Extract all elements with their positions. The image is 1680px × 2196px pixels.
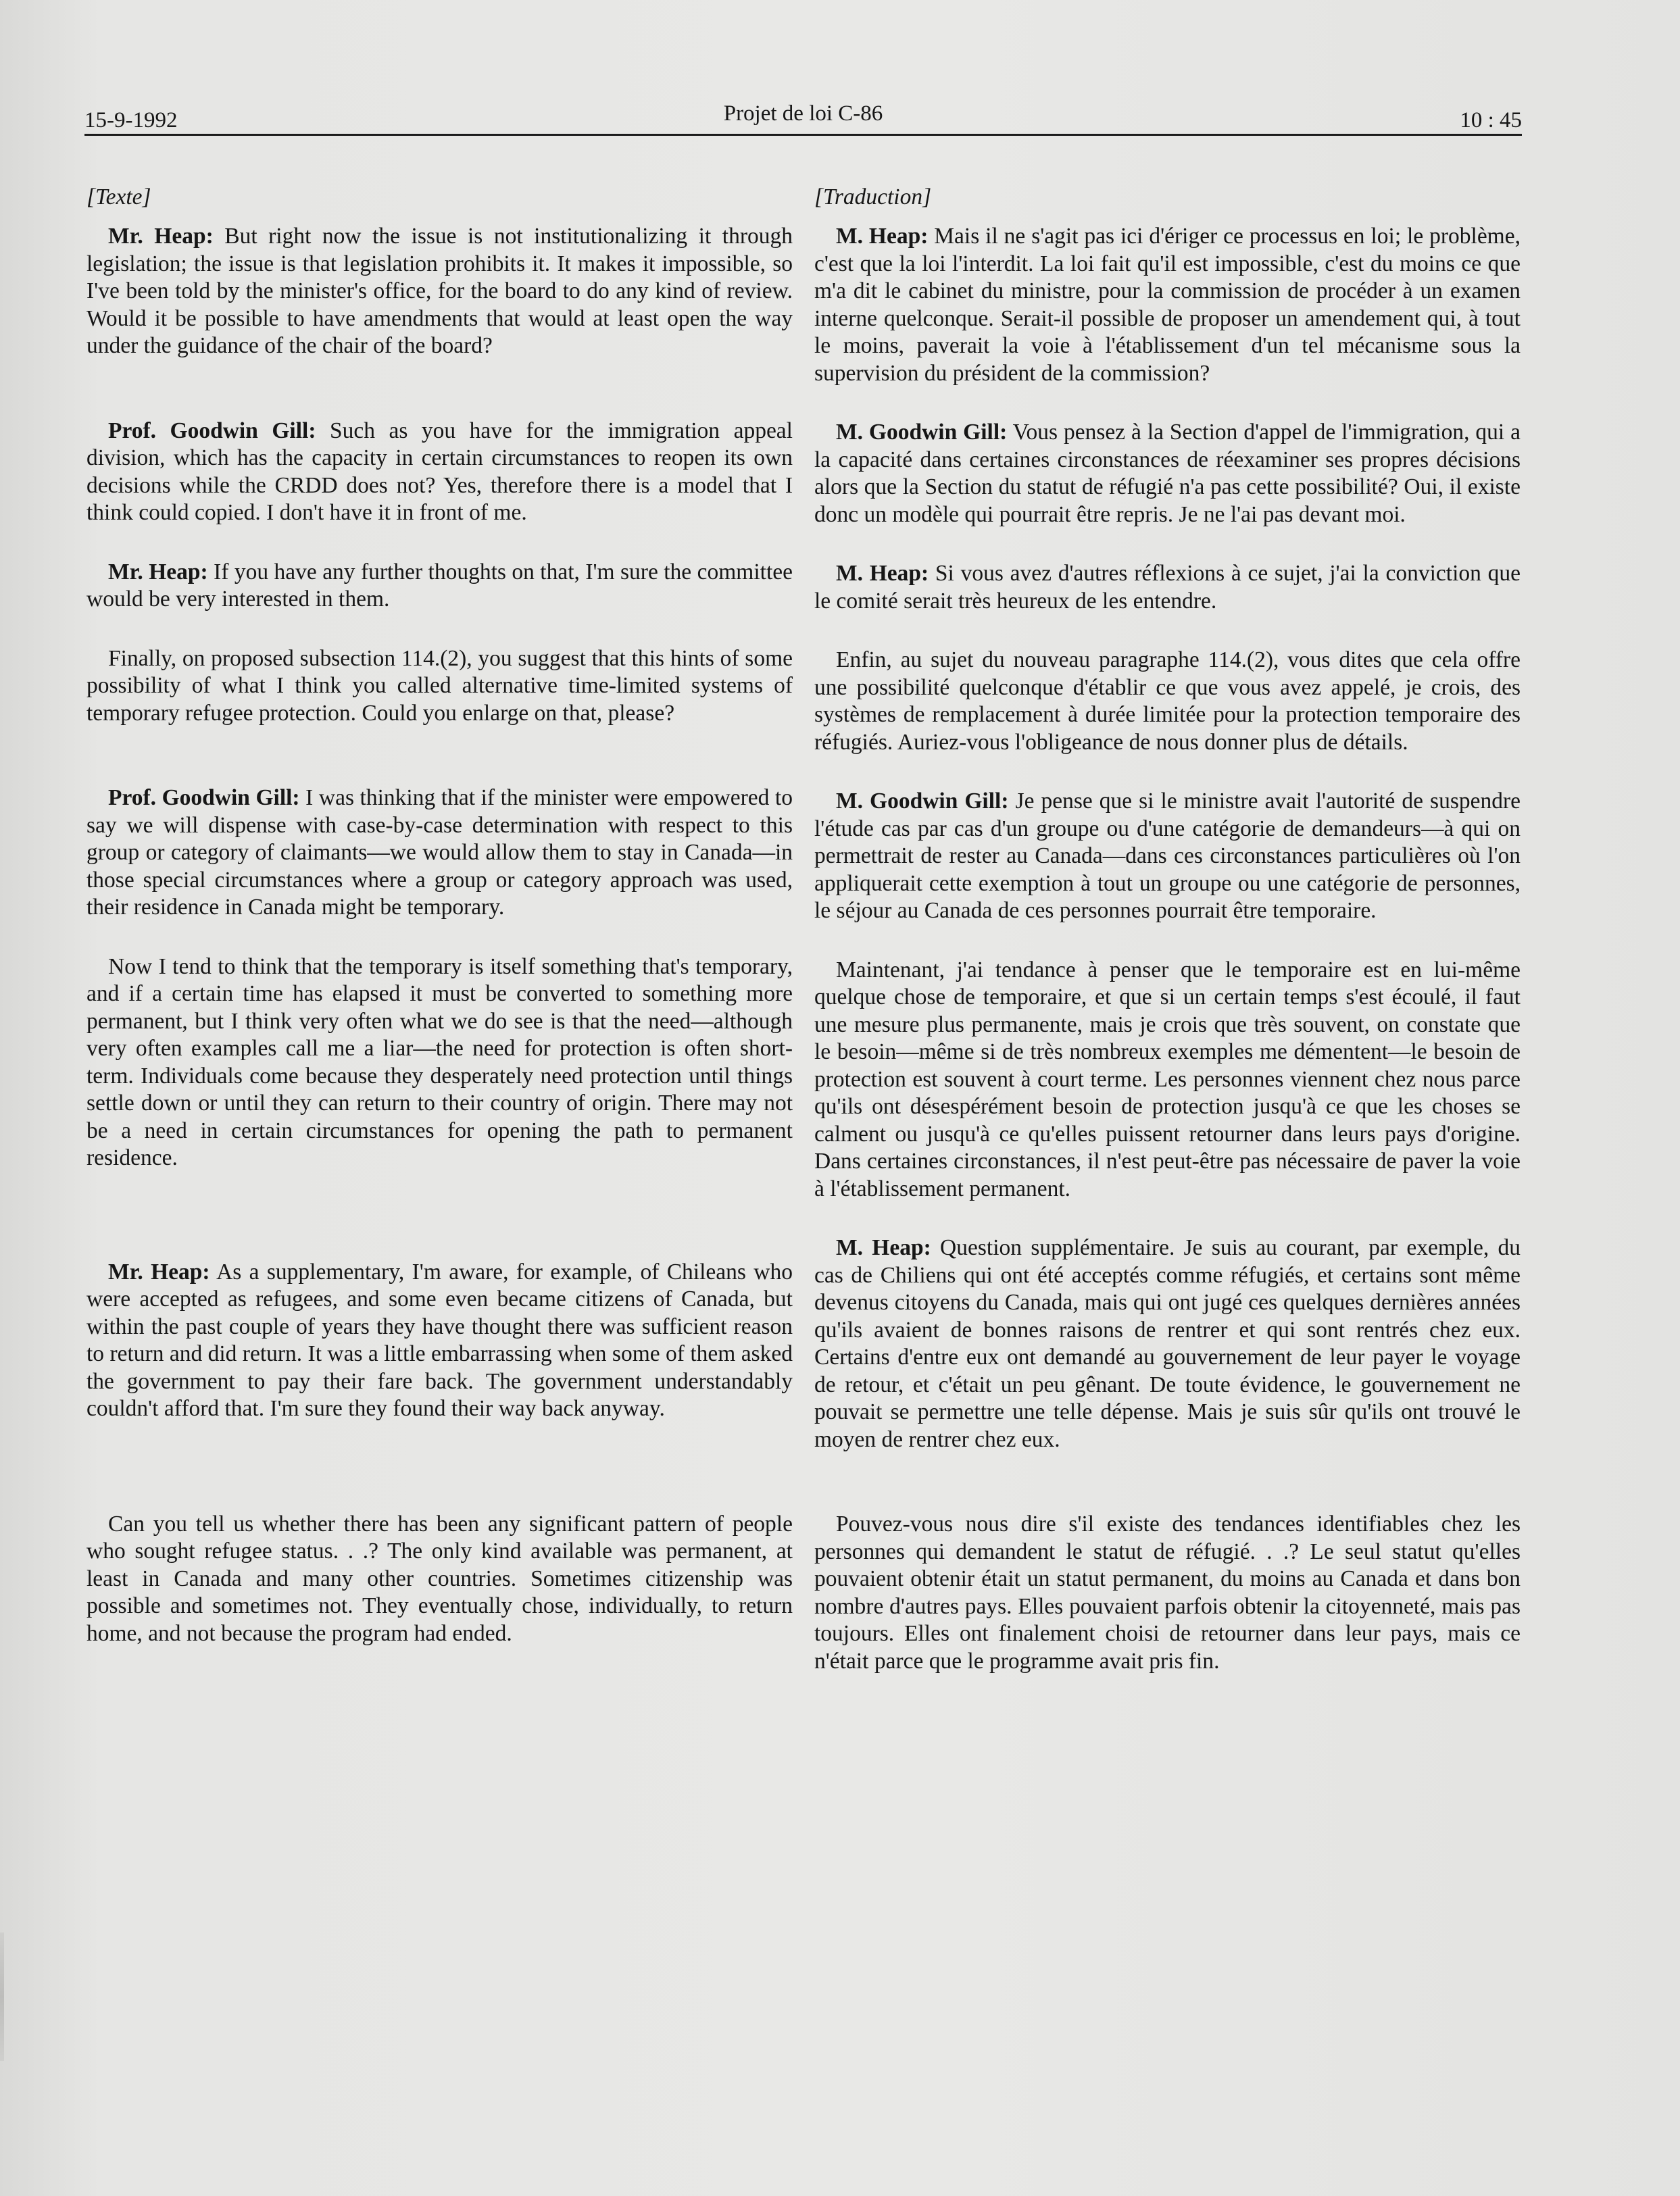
- paragraph-text: Maintenant, j'ai tendance à penser que le temporaire est en lui-même quelque chose de temporaire, et que si un certain temps s'est écoulé, il faut une mesure plus permanente, mais je crois que très souvent, on constate que le besoin—même si de très nombreux exemples me démentent—le besoin de protection est souvent à court terme. Les personnes viennent chez nous parce qu'ils ont désespérément besoin de protection jusqu'à ce que les choses se calment ou jusqu'à ce qu'elles puissent retourner dans leurs pays d'origine. Dans certaines circonstances, il n'est peut-être pas nécessaire de paver la voie à l'établissement permanent.: [814, 957, 1521, 1201]
- paragraph-text: Enfin, au sujet du nouveau paragraphe 114.(2), vous dites que cela offre une possibilité quelconque d'établir ce que vous avez appelé, je crois, des systèmes de remplacement à durée limitée pour la protection temporaire des réfugiés. Auriez-vous l'obligeance de nous donner plus de détails.: [814, 647, 1521, 755]
- paragraph-text: If you have any further thoughts on that, I'm sure the committee would be very interested in them.: [87, 559, 793, 612]
- paragraph: [814, 560, 1521, 615]
- header-rule: [84, 134, 1522, 136]
- paragraph: [87, 1511, 793, 1648]
- paragraph: [87, 784, 793, 922]
- paragraph: [87, 953, 793, 1172]
- paragraph-text: Pouvez-vous nous dire s'il existe des tendances identifiables chez les personnes qui demandent le statut de réfugié. . .? Le seul statut qu'elles pouvaient obtenir était un statut permanent, du moins au Canada et dans bon nombre d'autres pays. Elles pouvaient parfois obtenir la citoyenneté, mais pas toujours. Elles ont finalement choisi de retourner dans leur pays, mais ce n'était parce que le programme avait pris fin.: [814, 1512, 1521, 1674]
- speaker-name: Mr. Heap:: [108, 1259, 210, 1284]
- paragraph: [87, 418, 793, 527]
- paragraph-text: Je pense que si le ministre avait l'autorité de suspendre l'étude cas par cas d'un groupe ou d'une catégorie de demandeurs—à qui on permettrait de rester au Canada—dans ces circonstances particulières où l'on appliquerait cette exemption à tout un groupe ou une catégorie de personnes, le séjour au Canada de ces personnes pourrait être temporaire.: [814, 789, 1521, 923]
- paragraph-text: Vous pensez à la Section d'appel de l'immigration, qui a la capacité dans certaines circonstances de réexaminer ses propres décisions alors que la Section du statut de réfugié n'a pas cette possibilité? Oui, il existe donc un modèle qui pourrait être repris. Je ne l'ai pas devant moi.: [814, 420, 1521, 527]
- paragraph: [814, 419, 1521, 528]
- paragraph: [814, 647, 1521, 756]
- header-title: Projet de loi C-86: [723, 101, 883, 126]
- paragraph-text: Question supplémentaire. Je suis au courant, par exemple, du cas de Chiliens qui ont été acceptés comme réfugiés, et certains sont même devenus citoyens du Canada, mais qui ont jugé ces quelques dernières années qu'ils avaient de bonnes raisons de rentrer et qui sont rentrés chez eux. Certains d'entre eux ont demandé au gouvernement de leur payer le voyage de retour, et c'était un peu gênant. De toute évidence, le gouvernement ne pouvait se permettre une telle dépense. Mais je suis sûr qu'ils ont trouvé le moyen de rentrer chez eux.: [814, 1235, 1521, 1452]
- paragraph-text: Mais il ne s'agit pas ici d'ériger ce processus en loi; le problème, c'est que la loi l'interdit. La loi fait qu'il est impossible, c'est du moins ce que m'a dit le cabinet du ministre, pour la commission de procéder à un examen interne quelconque. Serait-il possible de proposer un amendement qui, à tout le moins, paverait la voie à l'établissement d'un tel mécanisme sous la supervision du président de la commission?: [814, 224, 1521, 386]
- english-column: [87, 184, 793, 1647]
- paragraph-text: But right now the issue is not institutionalizing it through legislation; the issue is that legislation prohibits it. It makes it impossible, so I've been told by the minister's office, for the board to do any kind of review. Would it be possible to have amendments that would at least open the way under the guidance of the chair of the board?: [87, 224, 793, 358]
- paragraph: [87, 559, 793, 614]
- speaker-name: Mr. Heap:: [108, 224, 214, 249]
- speaker-name: M. Heap:: [836, 1235, 931, 1260]
- paragraph: [87, 645, 793, 728]
- paragraph: [814, 1234, 1521, 1453]
- paragraph: [87, 223, 793, 360]
- speaker-name: Prof. Goodwin Gill:: [108, 785, 300, 810]
- column-tag: [Texte]: [87, 184, 151, 209]
- column-tag: [Traduction]: [814, 184, 932, 209]
- paragraph: [814, 957, 1521, 1203]
- paragraph: [87, 1259, 793, 1423]
- speaker-name: Mr. Heap:: [108, 559, 208, 584]
- paragraph: [814, 788, 1521, 925]
- speaker-name: M. Heap:: [836, 561, 929, 586]
- paragraph: [814, 1511, 1521, 1675]
- paragraph-text: Finally, on proposed subsection 114.(2), you suggest that this hints of some possibility of what I think you called alternative time-limited systems of temporary refugee protection. Could you enlarge on that, please?: [87, 645, 793, 726]
- header-page-number: 10 : 45: [1460, 108, 1522, 132]
- speaker-name: Prof. Goodwin Gill:: [108, 418, 316, 443]
- paragraph: [814, 223, 1521, 387]
- french-column: [814, 184, 1521, 1675]
- paragraph-text: Now I tend to think that the temporary is itself something that's temporary, and if a certain time has elapsed it must be converted to something more permanent, but I think very often what we do see is that the need—although very often examples call me a liar—the need for protection is often short-term. Individuals come because they desperately need protection until things settle down or until they can return to their country of origin. There may not be a need in certain circumstances for opening the path to permanent residence.: [87, 953, 793, 1170]
- running-header: [84, 101, 1522, 134]
- header-date: 15-9-1992: [84, 108, 178, 132]
- paragraph-text: I was thinking that if the minister were empowered to say we will dispense with case-by-case determination with respect to this group or category of claimants—we would allow them to stay in Canada—in those special circumstances where a group or category approach was used, their residence in Canada might be temporary.: [87, 785, 793, 920]
- speaker-name: M. Goodwin Gill:: [836, 789, 1009, 814]
- binding-edge: [0, 1932, 4, 2061]
- paragraph-text: As a supplementary, I'm aware, for example, of Chileans who were accepted as refugees, and some even became citizens of Canada, but within the past couple of years they have thought there was sufficient reason to return and did return. It was a little embarrassing when some of them asked the government to pay their fare back. The government understandably couldn't afford that. I'm sure they found their way back anyway.: [87, 1259, 793, 1421]
- paragraph-text: Can you tell us whether there has been any significant pattern of people who sought refugee status. . .? The only kind available was permanent, at least in Canada and many other countries. Sometimes citizenship was possible and sometimes not. They eventually chose, individually, to return home, and not because the program had ended.: [87, 1511, 793, 1646]
- paragraph-text: Such as you have for the immigration appeal division, which has the capacity in certain circumstances to reopen its own decisions while the CRDD does not? Yes, therefore there is a model that I think could copied. I don't have it in front of me.: [87, 418, 793, 525]
- paragraph-text: Si vous avez d'autres réflexions à ce sujet, j'ai la conviction que le comité serait très heureux de les entendre.: [814, 561, 1521, 614]
- speaker-name: M. Heap:: [836, 224, 929, 249]
- speaker-name: M. Goodwin Gill:: [836, 420, 1008, 445]
